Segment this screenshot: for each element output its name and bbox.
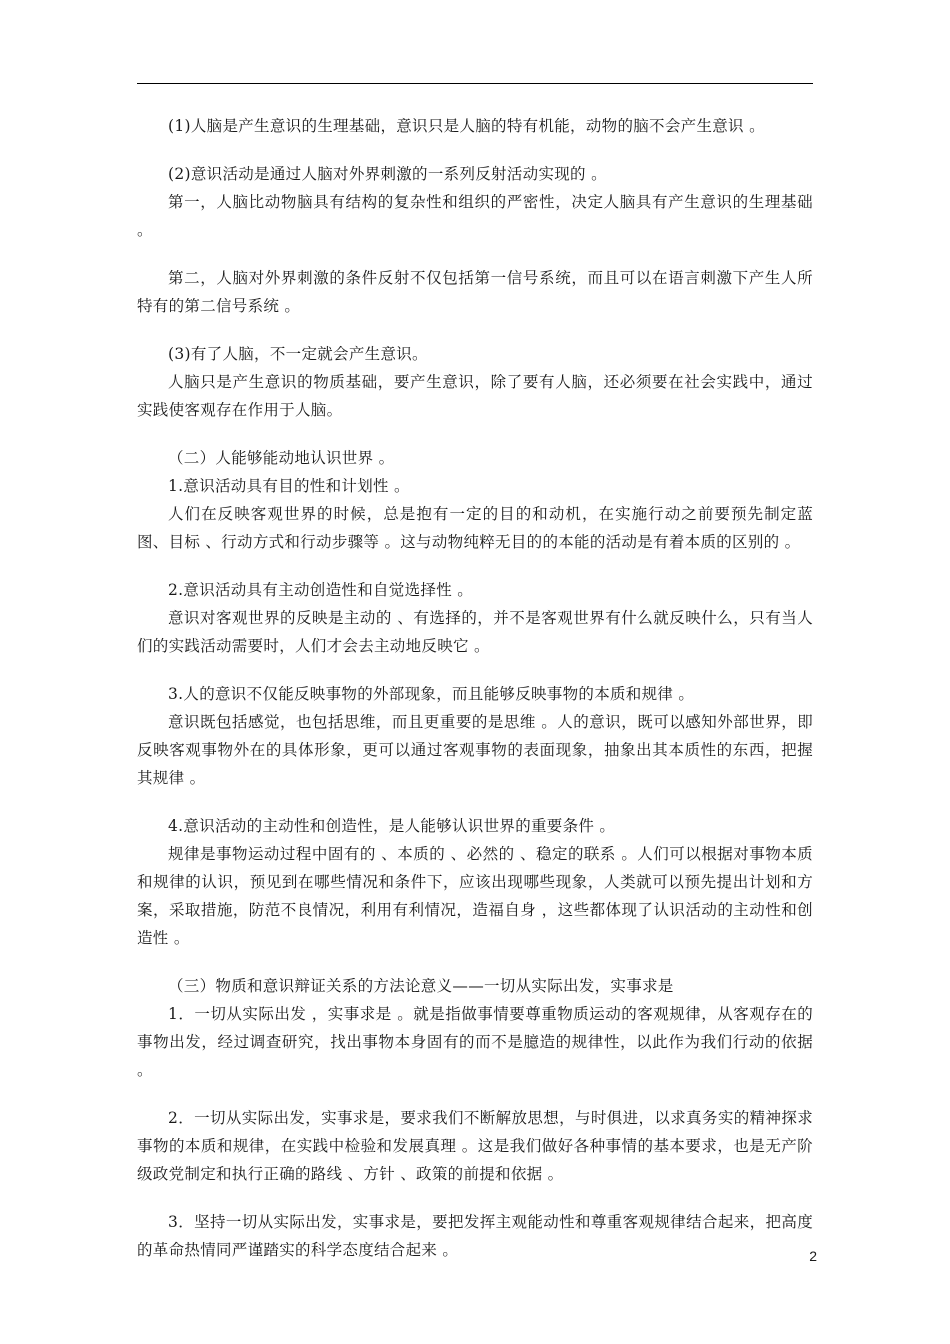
paragraph-spacer [137, 1084, 813, 1104]
paragraph-spacer [137, 556, 813, 576]
paragraph: 3.人的意识不仅能反映事物的外部现象，而且能够反映事物的本质和规律 。 [168, 685, 695, 703]
paragraph: 1．一切从实际出发 ，实事求是 。就是指做事情要尊重物质运动的客观规律，从客观存在的事物出发，经过调查研究，找出事物本身固有的而不是臆造的规律性，以此作为我们行动的依据 。 [137, 1005, 813, 1079]
paragraph-spacer [137, 952, 813, 972]
paragraph: 2．一切从实际出发，实事求是，要求我们不断解放思想，与时俱进，以求真务实的精神探求事物的本质和规律，在实践中检验和发展真理 。这是我们做好各种事情的基本要求，也是无产阶级政党制定和执行正确的路线 、方针 、政策的前提和依据 。 [137, 1109, 813, 1183]
paragraph-spacer [137, 1188, 813, 1208]
paragraph: 第二，人脑对外界刺激的条件反射不仅包括第一信号系统，而且可以在语言刺激下产生人所特有的第二信号系统 。 [137, 269, 813, 315]
paragraph: （三）物质和意识辩证关系的方法论意义——一切从实际出发，实事求是 [168, 977, 674, 995]
paragraph: 4.意识活动的主动性和创造性，是人能够认识世界的重要条件 。 [168, 817, 616, 835]
paragraph: (1)人脑是产生意识的生理基础，意识只是人脑的特有机能，动物的脑不会产生意识 。 [168, 117, 765, 135]
paragraph: 第一，人脑比动物脑具有结构的复杂性和组织的严密性，决定人脑具有产生意识的生理基础 。 [137, 193, 813, 239]
paragraph: 1.意识活动具有目的性和计划性 。 [168, 477, 410, 495]
paragraph: 意识对客观世界的反映是主动的 、有选择的，并不是客观世界有什么就反映什么，只有当人们的实践活动需要时，人们才会去主动地反映它 。 [137, 609, 813, 655]
paragraph-spacer [137, 320, 813, 340]
page-number: 2 [809, 1248, 817, 1264]
paragraph: 3．坚持一切从实际出发，实事求是，要把发挥主观能动性和尊重客观规律结合起来，把高度的革命热情同严谨踏实的科学态度结合起来 。 [137, 1213, 813, 1259]
header-rule [137, 83, 813, 84]
paragraph: 人脑只是产生意识的物质基础，要产生意识，除了要有人脑，还必须要在社会实践中，通过实践使客观存在作用于人脑。 [137, 373, 813, 419]
paragraph: （二）人能够能动地认识世界 。 [168, 449, 395, 467]
paragraph: 规律是事物运动过程中固有的 、本质的 、必然的 、稳定的联系 。人们可以根据对事物本质和规律的认识，预见到在哪些情况和条件下，应该出现哪些现象，人类就可以预先提出计划和方案，采取措施，防范不良情况，利用有利情况，造福自身 ，这些都体现了认识活动的主动性和创造性 。 [137, 845, 813, 947]
paragraph: 2.意识活动具有主动创造性和自觉选择性 。 [168, 581, 474, 599]
paragraph-spacer [137, 244, 813, 264]
paragraph-spacer [137, 424, 813, 444]
paragraph-spacer [137, 660, 813, 680]
paragraph: (3)有了人脑，不一定就会产生意识。 [168, 345, 428, 363]
document-body [137, 112, 813, 1264]
paragraph: 人们在反映客观世界的时候，总是抱有一定的目的和动机，在实施行动之前要预先制定蓝图、目标 、行动方式和行动步骤等 。这与动物纯粹无目的的本能的活动是有着本质的区别的 。 [137, 505, 813, 551]
paragraph: (2)意识活动是通过人脑对外界刺激的一系列反射活动实现的 。 [168, 165, 607, 183]
paragraph: 意识既包括感觉，也包括思维，而且更重要的是思维 。人的意识，既可以感知外部世界，即反映客观事物外在的具体形象，更可以通过客观事物的表面现象，抽象出其本质性的东西，把握其规律 。 [137, 713, 813, 787]
paragraph-spacer [137, 792, 813, 812]
paragraph-spacer [137, 140, 813, 160]
